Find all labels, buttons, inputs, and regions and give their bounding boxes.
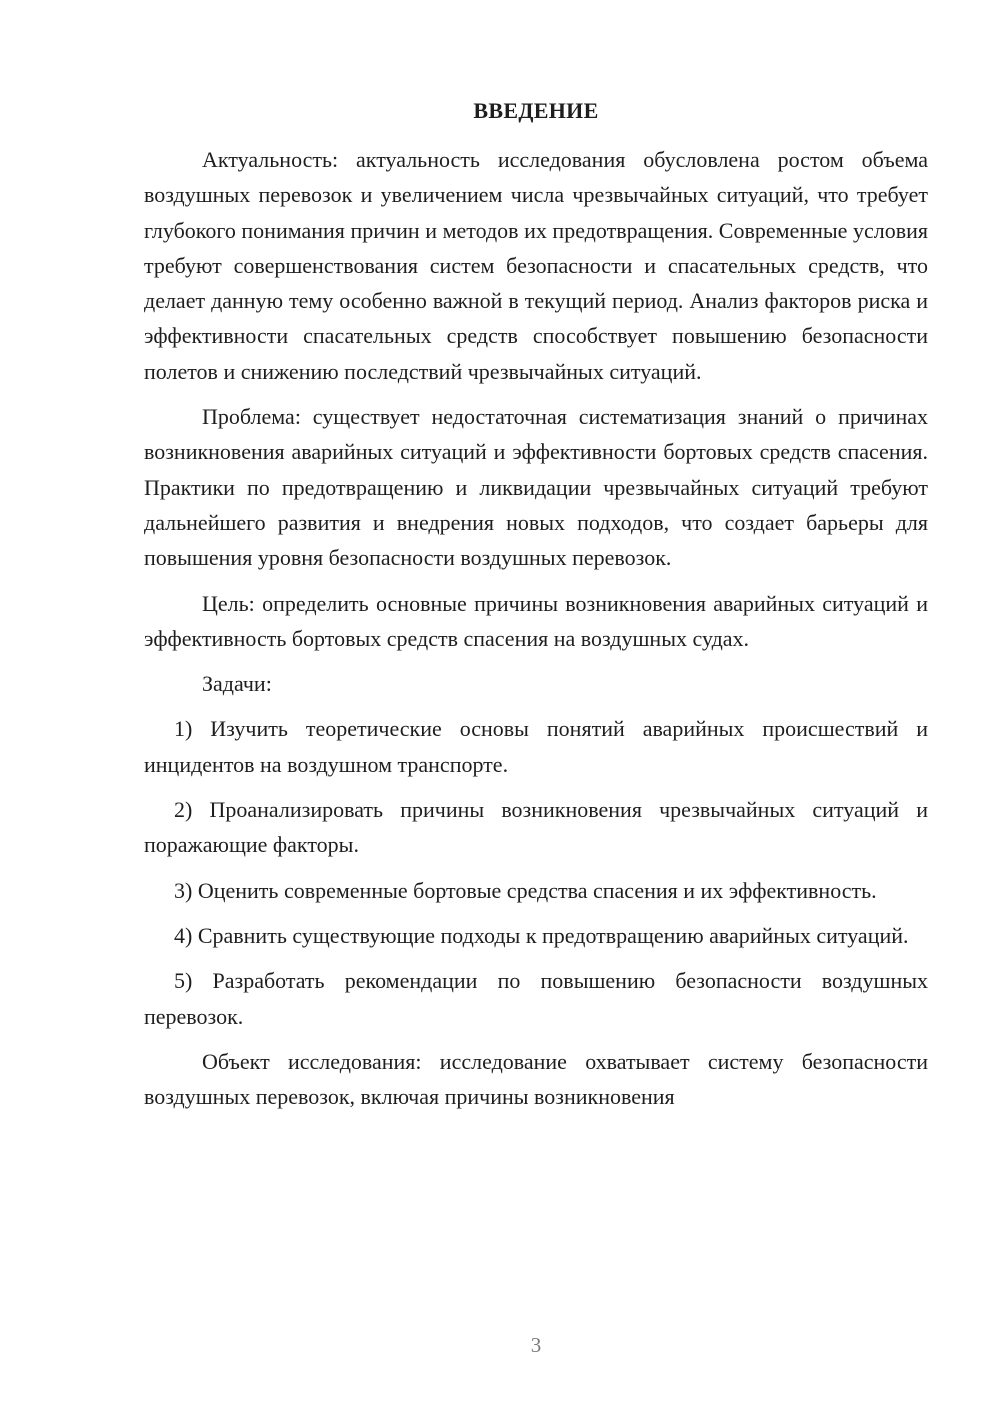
paragraph-relevance: Актуальность: актуальность исследования обусловлена ростом объема воздушных перевозок и увеличением числа чрезвычайных ситуаций, что требует глубокого понимания причин и методов их предотвращения. Современные условия требуют совершенствования систем безопасности и спасательных средств, что делает данную тему особенно важной в текущий период. Анализ факторов риска и эффективности спасательных средств способствует повышению безопасности полетов и снижению последствий чрезвычайных ситуаций. xyxy=(144,147,928,384)
document-page xyxy=(144,0,928,1414)
task-item-5: 5) Разработать рекомендации по повышению безопасности воздушных перевозок. xyxy=(144,968,928,1029)
page-number: 3 xyxy=(530,1333,542,1357)
task-item-3: 3) Оценить современные бортовые средства спасения и их эффективность. xyxy=(174,877,877,903)
task-item-1: 1) Изучить теоретические основы понятий аварийных происшествий и инцидентов на воздушном транспорте. xyxy=(144,716,928,777)
paragraph-problem: Проблема: существует недостаточная систематизация знаний о причинах возникновения аварийных ситуаций и эффективности бортовых средств спасения. Практики по предотвращению и ликвидации чрезвычайных ситуаций требуют дальнейшего развития и внедрения новых подходов, что создает барьеры для повышения уровня безопасности воздушных перевозок. xyxy=(144,404,928,571)
paragraph-object: Объект исследования: исследование охватывает систему безопасности воздушных перевозок, включая причины возникновения xyxy=(144,1048,928,1110)
tasks-heading: Задачи: xyxy=(202,671,272,697)
task-item-2: 2) Проанализировать причины возникновения чрезвычайных ситуаций и поражающие факторы. xyxy=(144,797,928,858)
document-body xyxy=(144,142,928,1124)
page-title: ВВЕДЕНИЕ xyxy=(473,98,599,123)
task-item-4: 4) Сравнить существующие подходы к предотвращению аварийных ситуаций. xyxy=(174,922,909,948)
paragraph-goal: Цель: определить основные причины возникновения аварийных ситуаций и эффективность бортовых средств спасения на воздушных судах. xyxy=(144,590,928,651)
